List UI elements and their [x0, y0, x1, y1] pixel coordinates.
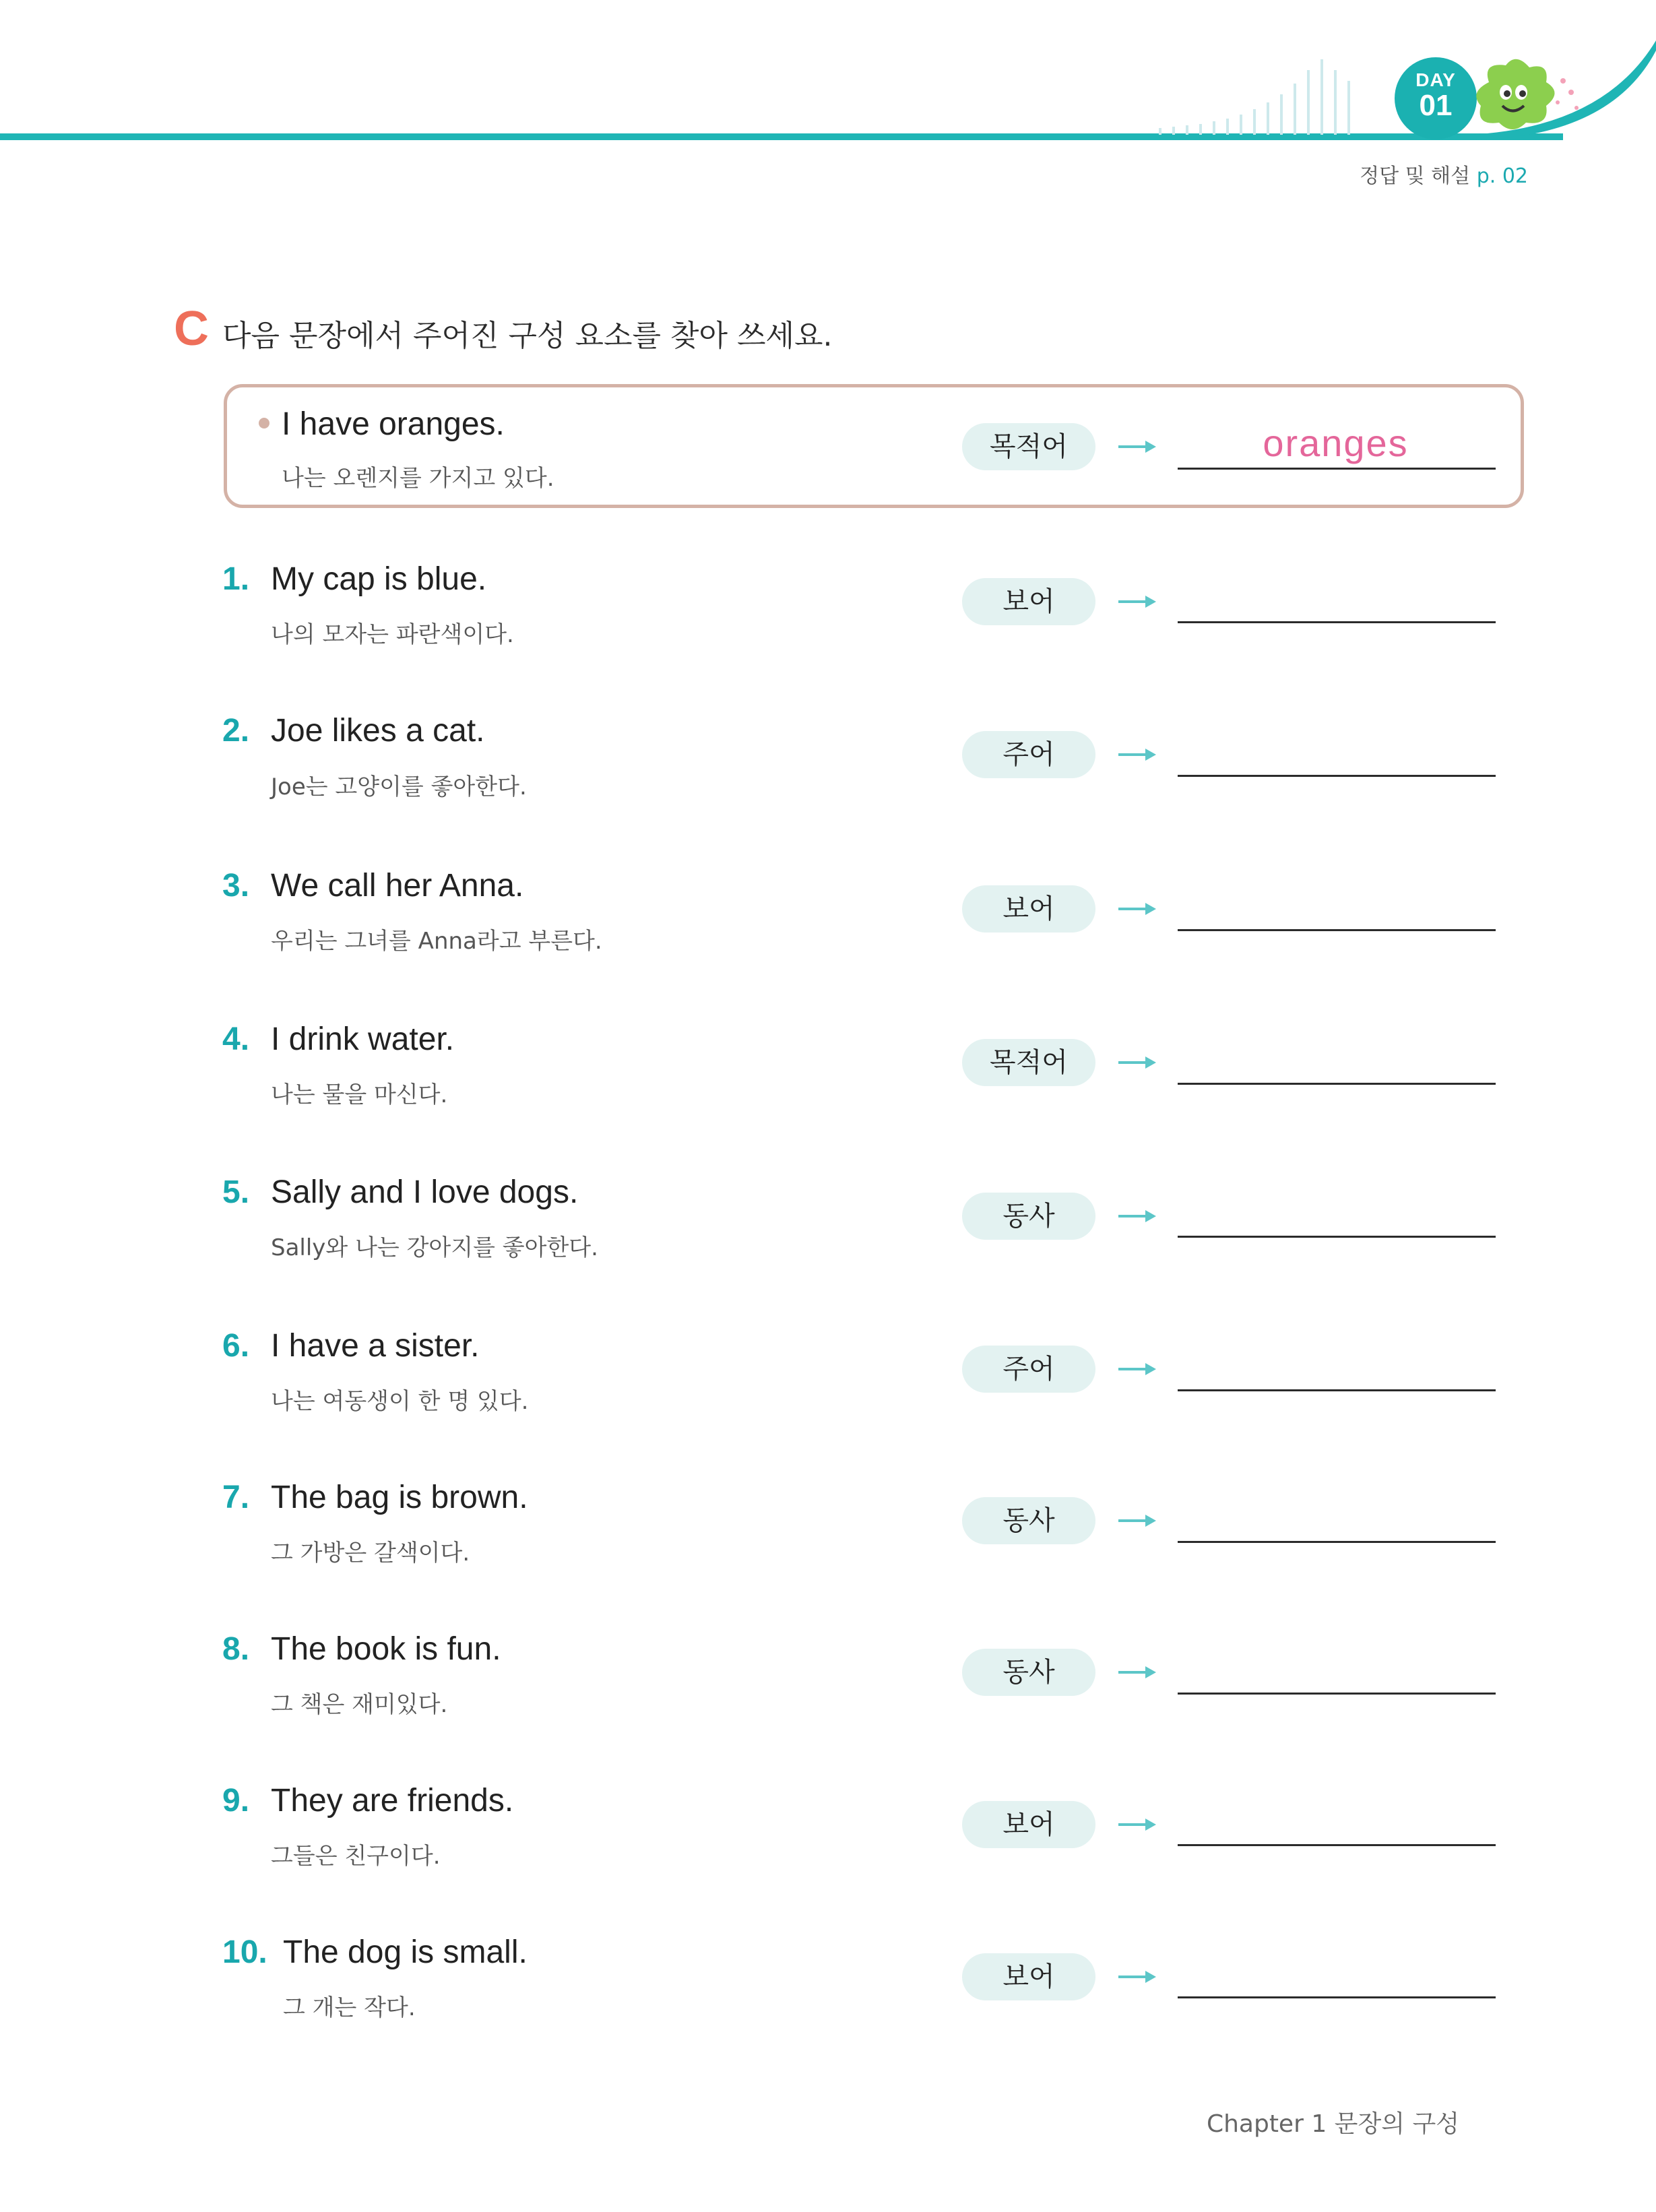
example-answer: oranges — [1263, 422, 1409, 464]
example-bullet-icon — [259, 418, 269, 429]
item-translation: 나는 물을 마신다. — [271, 1081, 448, 1108]
chapter-footer: Chapter 1 문장의 구성 — [1206, 2110, 1459, 2138]
day-number: 01 — [1419, 89, 1453, 122]
item-number: 3. — [222, 868, 250, 904]
arrow-right-icon — [1118, 1969, 1156, 1985]
item-number: 1. — [222, 561, 250, 597]
item-translation: 우리는 그녀를 Anna라고 부른다. — [271, 928, 602, 955]
item-sentence: Sally and I love dogs. — [271, 1174, 579, 1210]
example-component-label: 목적어 — [962, 423, 1095, 470]
answer-blank[interactable] — [1178, 1996, 1496, 1998]
answer-blank[interactable] — [1178, 775, 1496, 777]
answer-blank[interactable] — [1178, 1541, 1496, 1543]
equalizer-bars-decoration — [1159, 59, 1350, 135]
item-component-label: 동사 — [962, 1497, 1095, 1544]
example-translation: 나는 오렌지를 가지고 있다. — [282, 465, 554, 492]
arrow-right-icon — [1118, 439, 1156, 455]
example-answer-line — [1178, 468, 1496, 470]
item-number: 2. — [222, 713, 250, 749]
mascot-icon — [1469, 55, 1583, 136]
arrow-right-icon — [1118, 1816, 1156, 1833]
item-number: 5. — [222, 1174, 250, 1210]
item-translation: 그 책은 재미있다. — [271, 1691, 448, 1718]
answer-reference — [1360, 159, 1528, 189]
item-translation: 나의 모자는 파란색이다. — [271, 621, 514, 648]
arrow-right-icon — [1118, 1208, 1156, 1224]
example-sentence: I have oranges. — [282, 406, 505, 442]
item-component-label: 보어 — [962, 1801, 1095, 1848]
item-translation: Joe는 고양이를 좋아한다. — [271, 773, 527, 800]
item-component-label: 보어 — [962, 885, 1095, 933]
item-translation: Sally와 나는 강아지를 좋아한다. — [271, 1234, 598, 1261]
item-translation: 그들은 친구이다. — [271, 1843, 441, 1870]
day-badge — [1395, 57, 1477, 139]
arrow-right-icon — [1118, 747, 1156, 763]
item-sentence: I have a sister. — [271, 1328, 480, 1364]
arrow-right-icon — [1118, 594, 1156, 610]
answer-blank[interactable] — [1178, 1389, 1496, 1391]
item-component-label: 보어 — [962, 1953, 1095, 2000]
item-translation: 그 개는 작다. — [283, 1994, 416, 2021]
item-sentence: The bag is brown. — [271, 1480, 528, 1515]
item-number: 4. — [222, 1021, 250, 1057]
arrow-right-icon — [1118, 1664, 1156, 1680]
answer-blank[interactable] — [1178, 929, 1496, 931]
arrow-right-icon — [1118, 1513, 1156, 1529]
arrow-right-icon — [1118, 1054, 1156, 1071]
item-component-label: 주어 — [962, 1346, 1095, 1393]
item-sentence: They are friends. — [271, 1783, 514, 1819]
item-component-label: 보어 — [962, 578, 1095, 625]
item-number: 10. — [222, 1934, 267, 1970]
answer-blank[interactable] — [1178, 1083, 1496, 1085]
answer-ref-page: p. 02 — [1476, 164, 1528, 188]
item-sentence: The book is fun. — [271, 1631, 501, 1667]
section-letter: C — [174, 302, 209, 356]
item-sentence: We call her Anna. — [271, 868, 524, 904]
item-sentence: I drink water. — [271, 1021, 455, 1057]
item-translation: 그 가방은 갈색이다. — [271, 1540, 470, 1567]
item-component-label: 목적어 — [962, 1039, 1095, 1086]
arrow-right-icon — [1118, 1361, 1156, 1377]
answer-blank[interactable] — [1178, 1693, 1496, 1695]
item-translation: 나는 여동생이 한 명 있다. — [271, 1388, 529, 1415]
item-number: 6. — [222, 1328, 250, 1364]
item-number: 7. — [222, 1480, 250, 1515]
item-component-label: 주어 — [962, 731, 1095, 778]
item-component-label: 동사 — [962, 1193, 1095, 1240]
arrow-right-icon — [1118, 901, 1156, 917]
item-number: 9. — [222, 1783, 250, 1819]
item-component-label: 동사 — [962, 1649, 1095, 1696]
answer-blank[interactable] — [1178, 621, 1496, 623]
answer-blank[interactable] — [1178, 1236, 1496, 1238]
item-sentence: Joe likes a cat. — [271, 713, 485, 749]
answer-ref-text: 정답 및 해설 — [1360, 164, 1471, 188]
item-number: 8. — [222, 1631, 250, 1667]
section-instruction: 다음 문장에서 주어진 구성 요소를 찾아 쓰세요. — [222, 319, 833, 353]
item-sentence: My cap is blue. — [271, 561, 487, 597]
day-label: DAY — [1415, 69, 1456, 90]
item-sentence: The dog is small. — [283, 1934, 528, 1970]
answer-blank[interactable] — [1178, 1844, 1496, 1846]
